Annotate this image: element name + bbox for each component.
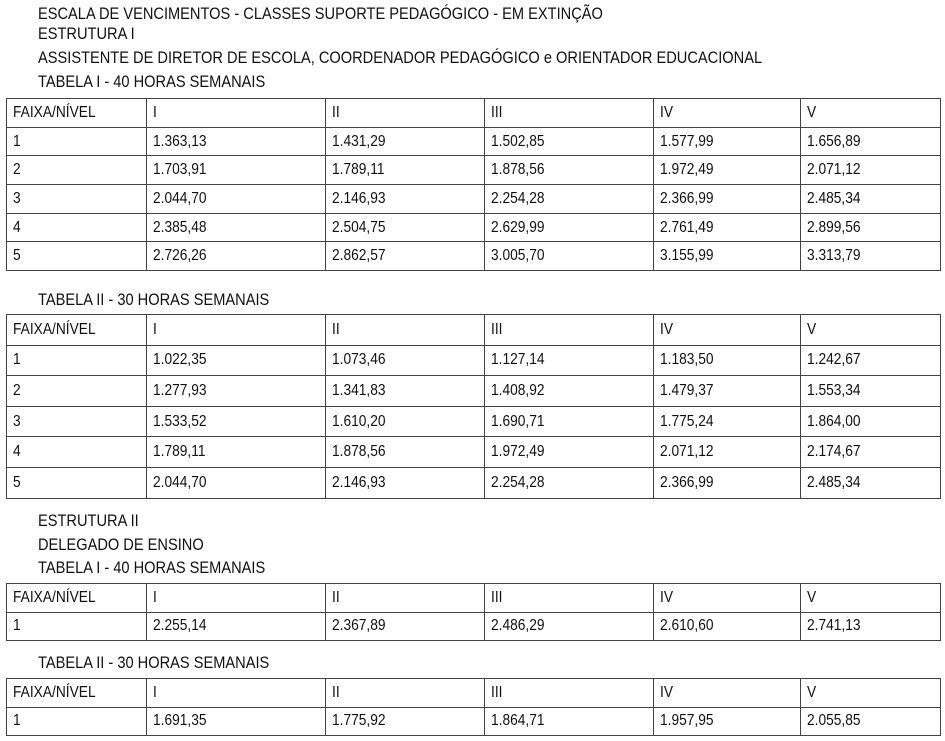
table-cell [147, 213, 326, 242]
table-cell [7, 437, 147, 468]
table-cell [326, 345, 485, 376]
table-cell [485, 467, 654, 498]
structure-heading: ESTRUTURA I [38, 24, 135, 43]
cell-value: 2.174,67 [807, 443, 861, 461]
cell-value: 1.502,85 [491, 132, 545, 150]
table-cell [326, 156, 485, 185]
header-cell [654, 584, 801, 613]
table-cell [7, 707, 147, 736]
salary-table-structure1-30h [6, 314, 941, 499]
table-cell [147, 437, 326, 468]
cell-value: 2.485,34 [807, 189, 861, 207]
header-label: II [332, 588, 340, 606]
table-cell [654, 345, 801, 376]
cell-value: 2.071,12 [660, 443, 714, 461]
header-label: III [491, 588, 503, 606]
cell-value: 1.878,56 [332, 443, 386, 461]
cell-value: 2.485,34 [807, 473, 861, 491]
salary-table-structure1-40h [6, 98, 941, 271]
header-row [7, 99, 941, 128]
header-cell [485, 99, 654, 128]
table-cell [147, 612, 326, 641]
cell-value: 2 [13, 381, 21, 399]
table-row [7, 467, 941, 498]
cell-value: 2.504,75 [332, 218, 386, 236]
header-label: V [807, 683, 817, 701]
header-cell [147, 99, 326, 128]
header-label: IV [660, 103, 674, 121]
table-cell [654, 185, 801, 214]
table-cell [147, 185, 326, 214]
header-label: III [491, 320, 503, 338]
cell-value: 1.656,89 [807, 132, 861, 150]
cell-value: 5 [13, 247, 21, 265]
cell-value: 1.690,71 [491, 412, 545, 430]
cell-value: 2.366,99 [660, 189, 714, 207]
cell-value: 2.254,28 [491, 189, 545, 207]
cell-value: 4 [13, 218, 21, 236]
header-label: IV [660, 683, 674, 701]
table-cell [7, 612, 147, 641]
table-cell [654, 612, 801, 641]
cell-value: 2.255,14 [153, 617, 207, 635]
cell-value: 1.775,24 [660, 412, 714, 430]
cell-value: 1.073,46 [332, 351, 386, 369]
table-cell [485, 213, 654, 242]
cell-value: 2.146,93 [332, 473, 386, 491]
cell-value: 1.277,93 [153, 381, 207, 399]
header-label: I [153, 588, 157, 606]
table-row [7, 437, 941, 468]
header-cell [654, 315, 801, 346]
header-label: I [153, 683, 157, 701]
table-cell [801, 127, 941, 156]
table-cell [326, 185, 485, 214]
header-label: II [332, 683, 340, 701]
salary-table-structure2-30h [6, 678, 941, 736]
cell-value: 2.761,49 [660, 218, 714, 236]
cell-value: 5 [13, 473, 21, 491]
cell-value: 1.408,92 [491, 381, 545, 399]
header-cell [7, 99, 147, 128]
table-cell [485, 376, 654, 407]
header-row [7, 679, 941, 708]
positions-heading: ASSISTENTE DE DIRETOR DE ESCOLA, COORDENADOR PEDAGÓGICO e ORIENTADOR EDUCACIONAL [38, 48, 763, 67]
header-cell [485, 584, 654, 613]
table-cell [654, 156, 801, 185]
cell-value: 2.862,57 [332, 247, 386, 265]
header-cell [485, 315, 654, 346]
header-cell [7, 584, 147, 613]
header-cell [147, 584, 326, 613]
salary-table-structure2-40h [6, 583, 941, 641]
cell-value: 1 [13, 351, 21, 369]
table-row [7, 406, 941, 437]
table-cell [485, 406, 654, 437]
cell-value: 2.367,89 [332, 617, 386, 635]
table-cell [326, 376, 485, 407]
table-cell [654, 376, 801, 407]
header-cell [801, 584, 941, 613]
table-cell [654, 213, 801, 242]
header-cell [326, 584, 485, 613]
header-label: II [332, 103, 340, 121]
cell-value: 1.972,49 [491, 443, 545, 461]
header-label: IV [660, 320, 674, 338]
cell-value: 2.741,13 [807, 617, 861, 635]
table-cell [654, 437, 801, 468]
table-cell [801, 185, 941, 214]
table-row [7, 376, 941, 407]
cell-value: 1 [13, 712, 21, 730]
header-label: FAIXA/NÍVEL [13, 588, 96, 606]
header-label: III [491, 683, 503, 701]
cell-value: 1.864,71 [491, 712, 545, 730]
cell-value: 1.533,52 [153, 412, 207, 430]
table-cell [7, 376, 147, 407]
table-cell [801, 345, 941, 376]
cell-value: 1.577,99 [660, 132, 714, 150]
table-cell [147, 156, 326, 185]
cell-value: 2.055,85 [807, 712, 861, 730]
cell-value: 2.366,99 [660, 473, 714, 491]
table-cell [7, 242, 147, 271]
header-label: V [807, 588, 817, 606]
header-cell [326, 315, 485, 346]
table-cell [147, 406, 326, 437]
document-title: ESCALA DE VENCIMENTOS - CLASSES SUPORTE PEDAGÓGICO - EM EXTINÇÃO [38, 4, 603, 23]
structure-heading: ESTRUTURA II [38, 511, 139, 530]
table-title: TABELA I - 40 HORAS SEMANAIS [38, 558, 266, 577]
header-cell [326, 99, 485, 128]
table-row [7, 213, 941, 242]
table-cell [7, 406, 147, 437]
cell-value: 2.254,28 [491, 473, 545, 491]
cell-value: 2.486,29 [491, 617, 545, 635]
header-cell [801, 99, 941, 128]
cell-value: 2.146,93 [332, 189, 386, 207]
header-label: FAIXA/NÍVEL [13, 683, 96, 701]
table-cell [485, 707, 654, 736]
table-cell [147, 345, 326, 376]
cell-value: 1.242,67 [807, 351, 861, 369]
table-cell [801, 467, 941, 498]
cell-value: 3.005,70 [491, 247, 545, 265]
cell-value: 1.479,37 [660, 381, 714, 399]
header-cell [485, 679, 654, 708]
table-cell [326, 127, 485, 156]
header-cell [147, 679, 326, 708]
table-row [7, 185, 941, 214]
table-cell [326, 612, 485, 641]
cell-value: 3.313,79 [807, 247, 861, 265]
cell-value: 1.341,83 [332, 381, 386, 399]
table-cell [654, 707, 801, 736]
cell-value: 4 [13, 443, 21, 461]
table-title: TABELA II - 30 HORAS SEMANAIS [38, 653, 270, 672]
header-label: FAIXA/NÍVEL [13, 320, 96, 338]
cell-value: 1.789,11 [153, 443, 206, 461]
table-row [7, 345, 941, 376]
cell-value: 3 [13, 189, 21, 207]
cell-value: 2.071,12 [807, 161, 861, 179]
cell-value: 1.553,34 [807, 381, 861, 399]
header-cell [654, 679, 801, 708]
header-cell [801, 679, 941, 708]
cell-value: 2.629,99 [491, 218, 545, 236]
table-cell [326, 242, 485, 271]
table-cell [485, 242, 654, 271]
cell-value: 1.363,13 [153, 132, 207, 150]
table-cell [326, 707, 485, 736]
cell-value: 2.044,70 [153, 473, 207, 491]
cell-value: 1 [13, 132, 21, 150]
positions-heading: DELEGADO DE ENSINO [38, 535, 204, 554]
header-label: I [153, 103, 157, 121]
cell-value: 2.726,26 [153, 247, 207, 265]
cell-value: 1.431,29 [332, 132, 386, 150]
table-row [7, 612, 941, 641]
table-cell [326, 437, 485, 468]
cell-value: 3.155,99 [660, 247, 714, 265]
table-cell [326, 406, 485, 437]
table-title: TABELA I - 40 HORAS SEMANAIS [38, 72, 266, 91]
cell-value: 1.864,00 [807, 412, 861, 430]
cell-value: 1.972,49 [660, 161, 714, 179]
table-title: TABELA II - 30 HORAS SEMANAIS [38, 290, 270, 309]
table-cell [326, 467, 485, 498]
cell-value: 2 [13, 161, 21, 179]
table-cell [654, 127, 801, 156]
table-cell [801, 242, 941, 271]
header-cell [7, 315, 147, 346]
header-label: V [807, 103, 817, 121]
table-cell [147, 376, 326, 407]
table-cell [7, 213, 147, 242]
header-cell [147, 315, 326, 346]
table-cell [801, 213, 941, 242]
cell-value: 1.691,35 [153, 712, 207, 730]
cell-value: 1.703,91 [153, 161, 207, 179]
table-cell [485, 185, 654, 214]
table-cell [654, 467, 801, 498]
table-cell [147, 242, 326, 271]
table-cell [7, 127, 147, 156]
cell-value: 1 [13, 617, 21, 635]
cell-value: 1.957,95 [660, 712, 714, 730]
header-cell [801, 315, 941, 346]
table-cell [485, 612, 654, 641]
header-row [7, 584, 941, 613]
table-cell [147, 467, 326, 498]
table-row [7, 156, 941, 185]
table-cell [485, 127, 654, 156]
table-cell [801, 376, 941, 407]
table-cell [801, 437, 941, 468]
table-cell [485, 156, 654, 185]
table-cell [801, 406, 941, 437]
cell-value: 1.183,50 [660, 351, 714, 369]
table-cell [7, 185, 147, 214]
cell-value: 1.127,14 [491, 351, 545, 369]
cell-value: 1.878,56 [491, 161, 545, 179]
cell-value: 3 [13, 412, 21, 430]
table-cell [654, 242, 801, 271]
cell-value: 2.044,70 [153, 189, 207, 207]
table-cell [801, 156, 941, 185]
header-label: II [332, 320, 340, 338]
cell-value: 1.022,35 [153, 351, 207, 369]
table-cell [7, 156, 147, 185]
table-cell [485, 345, 654, 376]
header-row [7, 315, 941, 346]
table-row [7, 242, 941, 271]
header-label: IV [660, 588, 674, 606]
table-cell [801, 612, 941, 641]
cell-value: 2.899,56 [807, 218, 861, 236]
table-cell [7, 345, 147, 376]
cell-value: 2.385,48 [153, 218, 207, 236]
cell-value: 1.610,20 [332, 412, 386, 430]
table-cell [326, 213, 485, 242]
table-row [7, 127, 941, 156]
cell-value: 1.775,92 [332, 712, 386, 730]
header-label: I [153, 320, 157, 338]
header-label: III [491, 103, 503, 121]
table-row [7, 707, 941, 736]
table-cell [147, 127, 326, 156]
table-cell [654, 406, 801, 437]
header-cell [7, 679, 147, 708]
header-label: FAIXA/NÍVEL [13, 103, 96, 121]
header-cell [654, 99, 801, 128]
header-cell [326, 679, 485, 708]
header-label: V [807, 320, 817, 338]
table-cell [801, 707, 941, 736]
cell-value: 2.610,60 [660, 617, 714, 635]
table-cell [485, 437, 654, 468]
table-cell [7, 467, 147, 498]
cell-value: 1.789,11 [332, 161, 385, 179]
table-cell [147, 707, 326, 736]
